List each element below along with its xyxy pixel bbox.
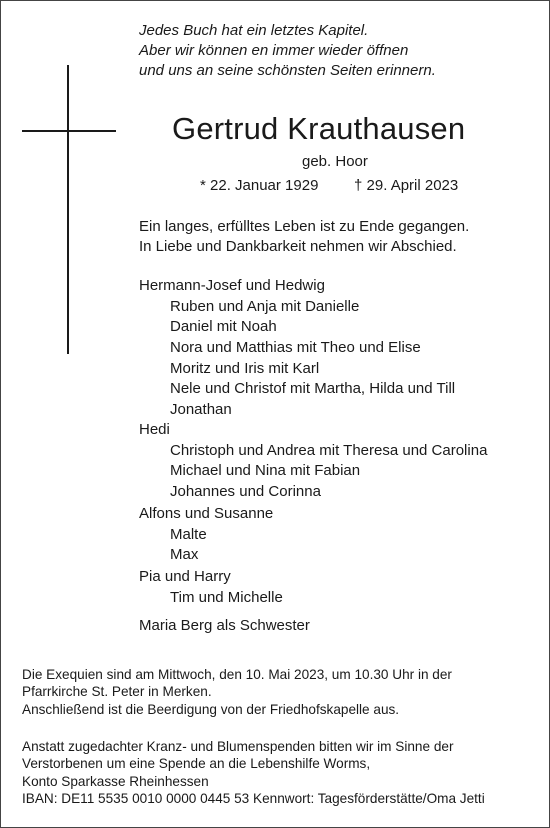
- family-child: Nele und Christof mit Martha, Hilda und Till: [170, 380, 456, 398]
- intro-line: Ein langes, erfülltes Leben ist zu Ende gegangen.: [139, 218, 470, 235]
- donation-line: Verstorbenen um eine Spende an die Lebenshilfe Worms,: [22, 756, 371, 772]
- donation-line: Anstatt zugedachter Kranz- und Blumenspenden bitten wir im Sinne der: [22, 739, 454, 754]
- exequien-notice: [22, 666, 452, 718]
- deceased-name: Gertrud Krauthausen: [172, 111, 466, 146]
- exequien-line: Pfarrkirche St. Peter in Merken.: [22, 684, 212, 700]
- cross-icon: [67, 65, 69, 354]
- exequien-line: Die Exequien sind am Mittwoch, den 10. Mai 2023, um 10.30 Uhr in der: [22, 667, 452, 682]
- family-child: Tim und Michelle: [170, 588, 283, 606]
- donation-line: Konto Sparkasse Rheinhessen: [22, 773, 209, 789]
- birth-date: * 22. Januar 1929: [200, 177, 319, 194]
- motto: [139, 21, 436, 81]
- family-group: [139, 420, 487, 503]
- family-child: Max: [170, 546, 199, 564]
- death-date: † 29. April 2023: [354, 177, 459, 194]
- family-group: [139, 276, 455, 421]
- family-child: Malte: [170, 525, 207, 543]
- intro-text: [139, 217, 469, 257]
- family-child: Moritz und Iris mit Karl: [170, 359, 320, 377]
- family-head: Pia und Harry: [139, 568, 231, 585]
- family-head: Hermann-Josef und Hedwig: [139, 277, 325, 294]
- family-head: Hedi: [139, 421, 170, 438]
- family-head: Alfons und Susanne: [139, 505, 274, 522]
- motto-line: Jedes Buch hat ein letztes Kapitel.: [139, 22, 369, 39]
- family-group: [139, 504, 273, 566]
- family-child: Christoph und Andrea mit Theresa und Carolina: [170, 441, 488, 459]
- family-child: Jonathan: [170, 401, 232, 419]
- family-child: Nora und Matthias mit Theo und Elise: [170, 339, 421, 357]
- family-group: [139, 567, 283, 608]
- donation-line: IBAN: DE11 5535 0010 0000 0445 53 Kennwort: Tagesförderstätte/Oma Jetti: [22, 790, 485, 806]
- maiden-name: geb. Hoor: [302, 153, 368, 170]
- family-child: Daniel mit Noah: [170, 318, 277, 336]
- family-child: Michael und Nina mit Fabian: [170, 462, 361, 480]
- family-child: Johannes und Corinna: [170, 483, 321, 501]
- motto-line: und uns an seine schönsten Seiten erinnern.: [139, 62, 436, 79]
- cross-icon-bar: [22, 130, 116, 132]
- motto-line: Aber wir können en immer wieder öffnen: [139, 42, 409, 59]
- sister-line: Maria Berg als Schwester: [139, 617, 310, 634]
- family-child: Ruben und Anja mit Danielle: [170, 297, 360, 315]
- intro-line: In Liebe und Dankbarkeit nehmen wir Abschied.: [139, 238, 457, 255]
- donation-notice: [22, 738, 485, 807]
- exequien-line: Anschließend ist die Beerdigung von der Friedhofskapelle aus.: [22, 701, 400, 717]
